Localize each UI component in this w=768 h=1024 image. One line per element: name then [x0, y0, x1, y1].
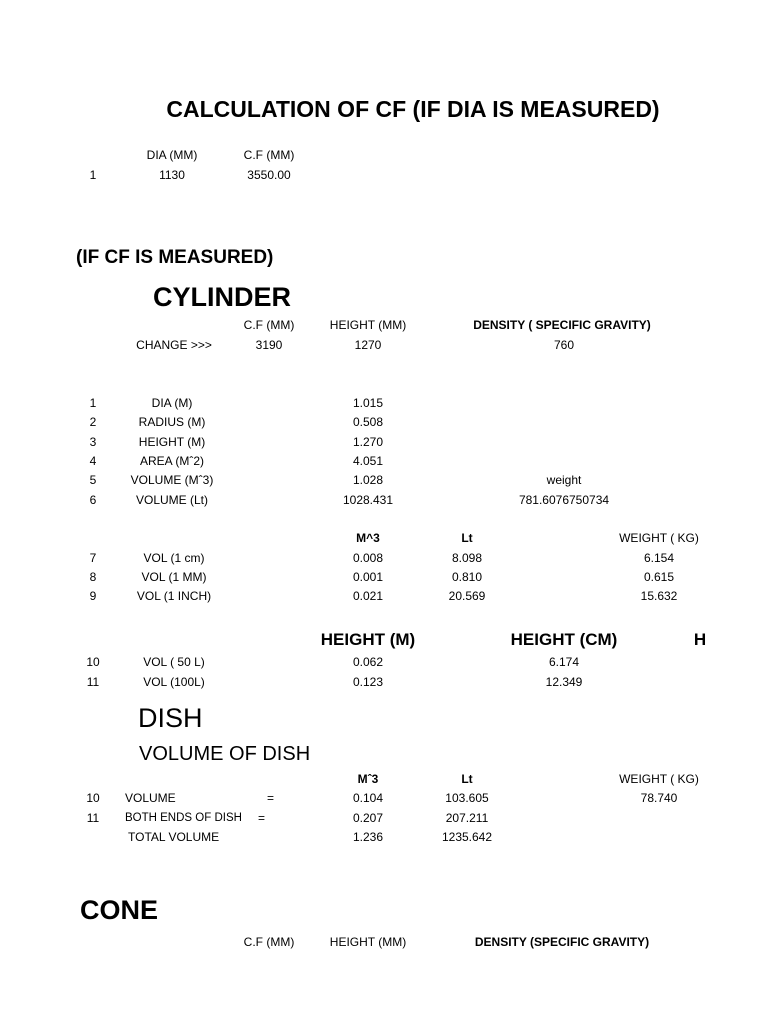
row-number: 6: [89, 493, 97, 507]
weight-header: WEIGHT ( KG): [619, 531, 699, 545]
row-label: VOLUME (Mˆ3): [130, 473, 214, 487]
row-label: VOLUME (Lt): [135, 493, 209, 507]
row-label: DIA (M): [151, 396, 193, 410]
weight-label: weight: [546, 473, 582, 487]
row-number: 11: [86, 675, 100, 689]
change-cf-value[interactable]: 3190: [255, 338, 283, 352]
weight-value: 15.632: [640, 589, 678, 603]
dish-heading: DISH: [138, 703, 203, 733]
row-label: RADIUS (M): [138, 415, 206, 429]
row-number: 4: [89, 454, 97, 468]
lt-value: 103.605: [445, 791, 489, 805]
row-label: VOL (1 MM): [141, 570, 207, 584]
row-number: 3: [89, 435, 97, 449]
cylinder-density-header: DENSITY ( SPECIFIC GRAVITY): [473, 318, 651, 332]
height-cm-value: 12.349: [545, 675, 583, 689]
cone-cf-header: C.F (MM): [243, 935, 295, 949]
total-lt-value: 1235.642: [441, 830, 493, 844]
lt-header: Lt: [461, 531, 473, 545]
row-number: 1: [89, 396, 97, 410]
weight-value: 0.615: [643, 570, 675, 584]
row-number: 11: [86, 811, 100, 825]
weight-value: 781.6076750734: [518, 493, 610, 507]
cylinder-cf-header: C.F (MM): [243, 318, 295, 332]
total-m3-value: 1.236: [352, 830, 384, 844]
row-label: AREA (Mˆ2): [139, 454, 205, 468]
row-value: 1.028: [352, 473, 384, 487]
height-cm-header: HEIGHT (CM): [510, 630, 618, 649]
weight-value: 78.740: [640, 791, 678, 805]
row-value: 1.015: [352, 396, 384, 410]
cylinder-heading: CYLINDER: [153, 282, 292, 312]
row-value: 1028.431: [342, 493, 394, 507]
m3-value: 0.021: [352, 589, 384, 603]
page-title: CALCULATION OF CF (IF DIA IS MEASURED): [166, 96, 660, 122]
cf-measured-heading: (IF CF IS MEASURED): [76, 247, 274, 268]
row-label: VOL (100L): [143, 675, 205, 689]
equals-sign: =: [267, 791, 275, 805]
row-label: VOL (1 cm): [143, 551, 205, 565]
lt-value: 20.569: [448, 589, 486, 603]
dia-header: DIA (MM): [146, 148, 198, 162]
row-number: 7: [89, 551, 97, 565]
row-label: BOTH ENDS OF DISH: [125, 812, 242, 824]
height-m-value: 0.123: [352, 675, 384, 689]
row-number: 8: [89, 570, 97, 584]
m3-value: 0.207: [352, 811, 384, 825]
height-cm-value: 6.174: [548, 655, 580, 669]
weight-header: WEIGHT ( KG): [619, 772, 699, 786]
m3-header: M^3: [356, 531, 380, 545]
row-number: 10: [86, 791, 100, 805]
cone-heading: CONE: [80, 895, 159, 925]
row-number: 9: [89, 589, 97, 603]
row-label: VOL ( 50 L): [143, 655, 205, 669]
change-density-value[interactable]: 760: [553, 338, 575, 352]
row-number: 2: [89, 415, 97, 429]
row-label: HEIGHT (M): [138, 435, 206, 449]
cone-density-header: DENSITY (SPECIFIC GRAVITY): [474, 935, 650, 949]
m3-value: 0.008: [352, 551, 384, 565]
lt-value: 0.810: [451, 570, 483, 584]
row-label: VOLUME: [125, 791, 176, 805]
cf-header: C.F (MM): [243, 148, 295, 162]
equals-sign: =: [258, 811, 266, 825]
cylinder-height-header: HEIGHT (MM): [329, 318, 407, 332]
lt-value: 207.211: [445, 811, 489, 825]
m3-value: 0.001: [352, 570, 384, 584]
change-height-value[interactable]: 1270: [354, 338, 382, 352]
row-value: 1.270: [352, 435, 384, 449]
cone-height-header: HEIGHT (MM): [329, 935, 407, 949]
row-number: 5: [89, 473, 97, 487]
dia-value: 1130: [159, 168, 185, 182]
height-m-value: 0.062: [352, 655, 384, 669]
row-value: 0.508: [352, 415, 384, 429]
total-label: TOTAL VOLUME: [128, 830, 220, 844]
dish-subheading: VOLUME OF DISH: [139, 743, 311, 765]
m3-header: Mˆ3: [357, 772, 379, 786]
lt-header: Lt: [461, 772, 473, 786]
height-m-header: HEIGHT (M): [320, 630, 416, 649]
weight-value: 6.154: [643, 551, 675, 565]
row-number: 10: [86, 655, 100, 669]
cf-value: 3550.00: [247, 168, 291, 182]
row-label: VOL (1 INCH): [136, 589, 212, 603]
row-number: 1: [89, 168, 97, 182]
m3-value: 0.104: [352, 791, 384, 805]
change-label: CHANGE >>>: [136, 338, 212, 352]
lt-value: 8.098: [451, 551, 483, 565]
h-header: H: [693, 630, 707, 649]
row-value: 4.051: [352, 454, 384, 468]
